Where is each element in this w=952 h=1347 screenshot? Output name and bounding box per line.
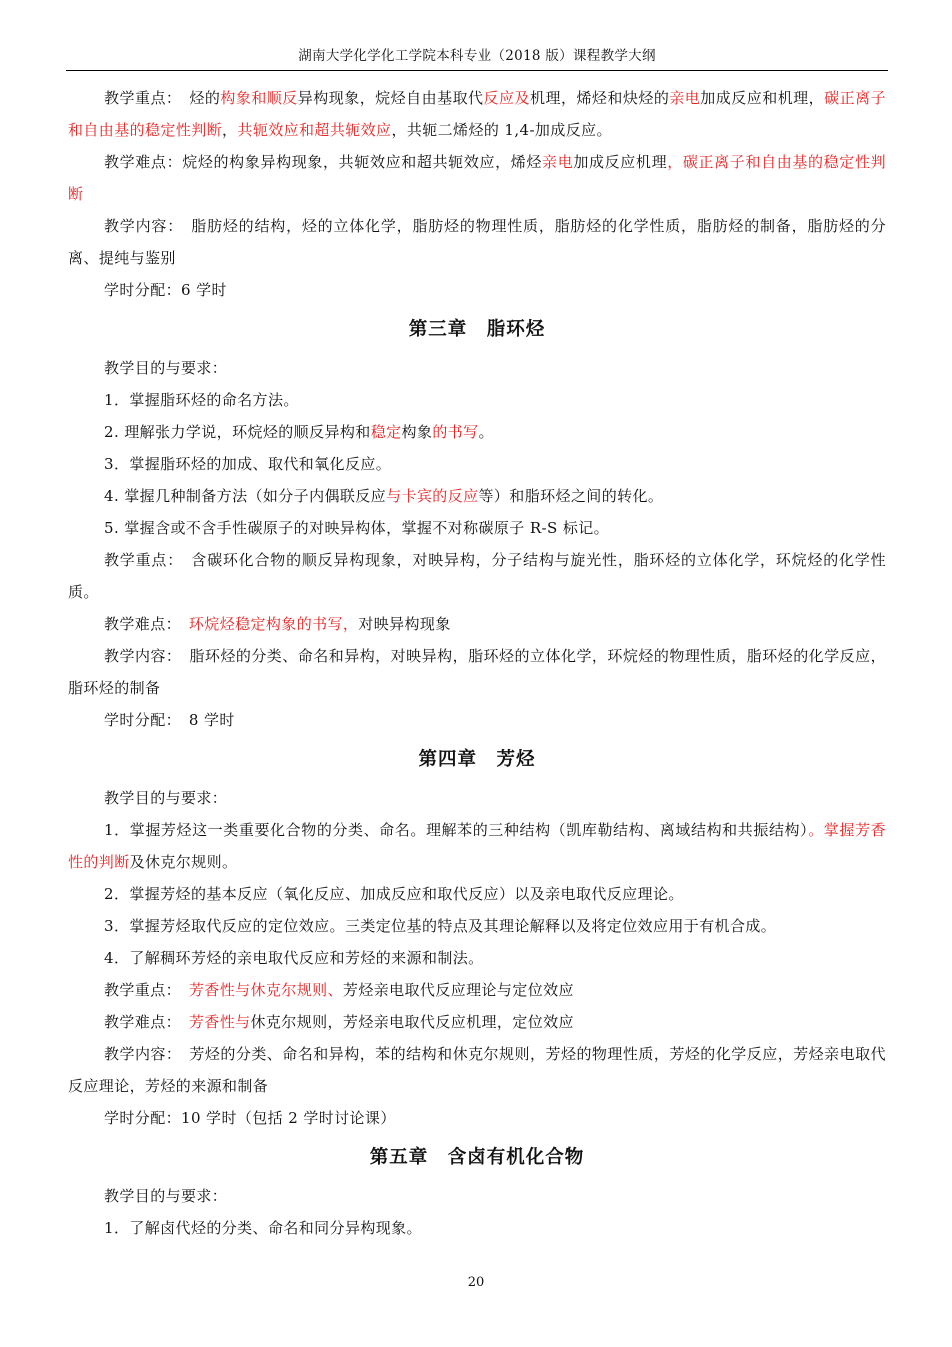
content-ch3: 教学内容： 脂环烃的分类、命名和异构，对映异构，脂环烃的立体化学，环烷烃的物理性质，脂环烃的化学反应，脂环烃的制备: [68, 647, 886, 697]
difficulties-ch3: 教学难点： 环烷烃稳定构象的书写，对映异构现象: [104, 615, 451, 633]
highlight: 构象和顺反: [220, 89, 298, 107]
chapter-title-3: 第三章 脂环烃: [408, 319, 546, 340]
highlight: 亲电: [669, 89, 701, 107]
highlight: 。掌握芳香性的判断: [68, 821, 886, 871]
goals-heading-ch3: 教学目的与要求：: [104, 359, 228, 377]
goal-item-2: 2. 理解张力学说，环烷烃的顺反异构和稳定构象的书写。: [104, 423, 494, 441]
highlight: 碳正离子和自由基的稳定性判断: [68, 89, 886, 139]
highlight: 芳香性与: [188, 1013, 251, 1031]
hours-ch4: 学时分配：10 学时（包括 2 学时讨论课）: [104, 1109, 396, 1127]
key-points-ch4: 教学重点： 芳香性与休克尔规则、芳烃亲电取代反应理论与定位效应: [104, 981, 574, 999]
highlight: ，碳正离子和自由基的稳定性判断: [68, 153, 886, 203]
goal-item-1: 1．掌握脂环烃的命名方法。: [104, 391, 299, 409]
highlight: 的书写: [432, 423, 479, 441]
highlight: 与卡宾的反应: [386, 487, 479, 505]
highlight: 芳香性与休克尔规则、: [188, 981, 343, 999]
page-content: [68, 82, 886, 1244]
difficulties-ch4: 教学难点： 芳香性与休克尔规则，芳烃亲电取代反应机理，定位效应: [104, 1013, 574, 1031]
goal-item-4: 4. 掌握几种制备方法（如分子内偶联反应与卡宾的反应等）和脂环烃之间的转化。: [104, 487, 664, 505]
goal-item-2: 2．掌握芳烃的基本反应（氧化反应、加成反应和取代反应）以及亲电取代反应理论。: [104, 885, 684, 903]
hours-ch2: 学时分配：6 学时: [104, 281, 227, 299]
goals-heading-ch5: 教学目的与要求：: [104, 1187, 228, 1205]
chapter-title-5: 第五章 含卤有机化合物: [369, 1147, 585, 1168]
highlight: 亲电: [542, 153, 574, 171]
page-header: 湖南大学化学化工学院本科专业（2018 版）课程教学大纲: [66, 44, 888, 71]
chapter-title-4: 第四章 芳烃: [418, 749, 536, 770]
goal-item-5: 5. 掌握含或不含手性碳原子的对映异构体，掌握不对称碳原子 R-S 标记。: [104, 519, 610, 537]
content-ch2: 教学内容： 脂肪烃的结构，烃的立体化学，脂肪烃的物理性质，脂肪烃的化学性质，脂肪烃的制备，脂肪烃的分离、提纯与鉴别: [68, 217, 886, 267]
highlight: 稳定: [370, 423, 402, 441]
goal-item-3: 3．掌握芳烃取代反应的定位效应。三类定位基的特点及其理论解释以及将定位效应用于有机合成。: [104, 917, 777, 935]
hours-ch3: 学时分配： 8 学时: [104, 711, 235, 729]
key-points-ch2: 教学重点： 烃的构象和顺反异构现象，烷烃自由基取代反应及机理，烯烃和炔烃的亲电加成反应和机理，碳正离子和自由基的稳定性判断，共轭效应和超共轭效应，共轭二烯烃的 1,4-加成反应。: [68, 89, 886, 139]
difficulties-ch2: 教学难点：烷烃的构象异构现象，共轭效应和超共轭效应，烯烃亲电加成反应机理，碳正离子和自由基的稳定性判断: [68, 153, 886, 203]
highlight: 环烷烃稳定构象的书写，: [188, 615, 359, 633]
content-ch4: 教学内容： 芳烃的分类、命名和异构，苯的结构和休克尔规则，芳烃的物理性质，芳烃的化学反应，芳烃亲电取代反应理论，芳烃的来源和制备: [68, 1045, 886, 1095]
goal-item-3: 3．掌握脂环烃的加成、取代和氧化反应。: [104, 455, 392, 473]
goals-heading-ch4: 教学目的与要求：: [104, 789, 228, 807]
goal-item-4: 4．了解稠环芳烃的亲电取代反应和芳烃的来源和制法。: [104, 949, 484, 967]
highlight: 反应及: [483, 89, 530, 107]
goal-item-1: 1．了解卤代烃的分类、命名和同分异构现象。: [104, 1219, 422, 1237]
key-points-ch3: 教学重点： 含碳环化合物的顺反异构现象，对映异构，分子结构与旋光性，脂环烃的立体化学，环烷烃的化学性质。: [68, 551, 886, 601]
goal-item-1: 1．掌握芳烃这一类重要化合物的分类、命名。理解苯的三种结构（凯库勒结构、离域结构和共振结构）。掌握芳香性的判断及休克尔规则。: [68, 821, 886, 871]
page-number: 20: [467, 1275, 485, 1290]
highlight: 共轭效应和超共轭效应: [237, 121, 392, 139]
